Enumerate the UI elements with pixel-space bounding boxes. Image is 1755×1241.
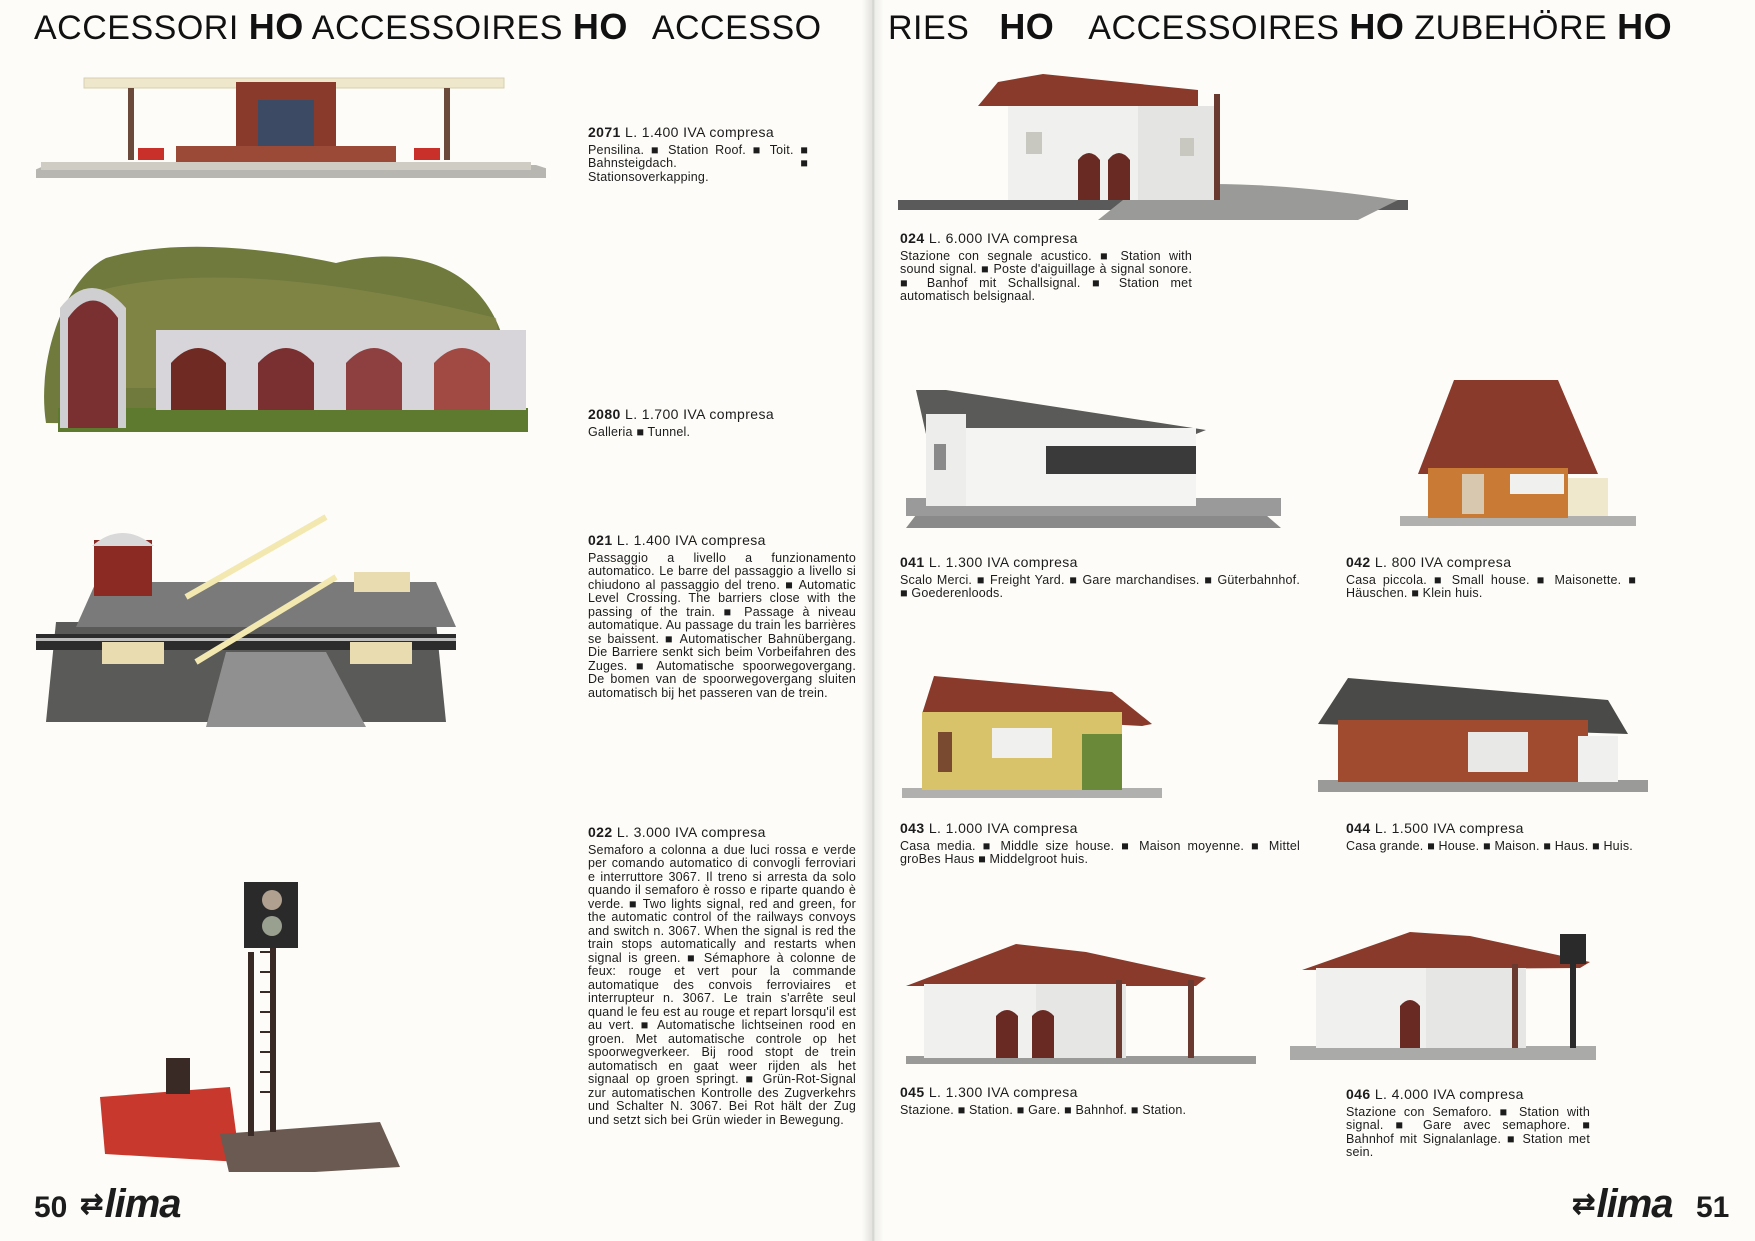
product-description: Casa media. ■ Middle size house. ■ Maison moyenne. ■ Mittel groBes Haus ■ Middelgroot huis. bbox=[900, 838, 1300, 866]
product-description: Semaforo a colonna a due luci rossa e verde per comando automatico di convogli ferroviari e interruttore 3067. Il treno si arresta da solo quando il semaforo è rosso e riparte quando è verde. ■ Two lights signal, red and green, for the automatic control of the railways convoys and switch n. 3067. When the signal is red the train stops automatically and restarts when signal is green. ■ Sémaphore à colonne de feux: rouge et vert pour la commande automatique des convois ferroviaires et interrupteur n. 3067. Le train s'arrête seul quand le feu est au rouge et repart lorsqu'il est au vert. ■ Automatische lichtseinen rood en groen. Met automatische controle op het spoorwegverkeer. Bij rood stopt de trein automatisch en gaat weer rijden als het signaal op groen springt. ■ Grün-Rot-Signal zur automatischen Kontrolle des Zugverkehrs und Schalter N. 3067. Bei Rot hält der Zug und setzt sich bei Grün wieder in Bewegung. bbox=[588, 842, 856, 1127]
product-price: L. 1.300 IVA compresa bbox=[928, 554, 1078, 570]
large-house-image bbox=[1318, 676, 1648, 796]
product-description: Scalo Merci. ■ Freight Yard. ■ Gare marchandises. ■ Güterbahnhof. ■ Goederenloods. bbox=[900, 572, 1300, 600]
page-left bbox=[0, 0, 872, 1241]
header-word: ZUBEHÖRE bbox=[1414, 9, 1608, 47]
product-price: L. 1.500 IVA compresa bbox=[1374, 820, 1524, 836]
product-description: Casa grande. ■ House. ■ Maison. ■ Haus. ■ Huis. bbox=[1346, 838, 1633, 853]
product-price: L. 800 IVA compresa bbox=[1374, 554, 1512, 570]
product-code: 022 bbox=[588, 824, 613, 840]
product-code: 041 bbox=[900, 554, 925, 570]
product-price: L. 1.300 IVA compresa bbox=[928, 1084, 1078, 1100]
book-gutter bbox=[862, 0, 884, 1241]
product-description: Stazione con segnale acustico. ■ Station with sound signal. ■ Poste d'aiguillage à signal sonore. ■ Banhof mit Schallsignal. ■ Station met automatisch belsignaal. bbox=[900, 248, 1192, 303]
header-ho: HO bbox=[572, 6, 628, 47]
header-ho: HO bbox=[1349, 6, 1405, 47]
station-image bbox=[906, 944, 1256, 1064]
page-right bbox=[872, 0, 1755, 1241]
product-price: L. 4.000 IVA compresa bbox=[1374, 1086, 1524, 1102]
header-word: ACCESSORI bbox=[34, 9, 239, 47]
lima-arrow-icon: ⇄ bbox=[1572, 1188, 1595, 1219]
product-code: 045 bbox=[900, 1084, 925, 1100]
tunnel-image bbox=[36, 238, 536, 443]
product-045 bbox=[900, 1086, 1192, 1117]
station-roof-image bbox=[36, 70, 546, 180]
lima-arrow-icon: ⇄ bbox=[80, 1188, 103, 1219]
product-code: 2080 bbox=[588, 406, 621, 422]
station-signal-image bbox=[1290, 930, 1596, 1066]
signal-image bbox=[100, 872, 400, 1172]
product-price: L. 6.000 IVA compresa bbox=[928, 230, 1078, 246]
product-price: L. 1.400 IVA compresa bbox=[625, 124, 775, 140]
page-number-right: 51 bbox=[1696, 1191, 1730, 1224]
product-code: 044 bbox=[1346, 820, 1371, 836]
product-description: Galleria ■ Tunnel. bbox=[588, 424, 691, 439]
product-price: L. 1.000 IVA compresa bbox=[928, 820, 1078, 836]
product-043 bbox=[900, 822, 1300, 867]
lima-logo-left bbox=[80, 1182, 181, 1227]
product-041 bbox=[900, 556, 1300, 601]
product-price: L. 1.400 IVA compresa bbox=[616, 532, 766, 548]
product-code: 043 bbox=[900, 820, 925, 836]
freight-yard-image bbox=[906, 390, 1286, 530]
product-2080 bbox=[588, 408, 828, 439]
product-024 bbox=[900, 232, 1192, 304]
header-word: ACCESSOIRES bbox=[311, 9, 563, 47]
product-description: Stazione. ■ Station. ■ Gare. ■ Bahnhof. ■ Station. bbox=[900, 1102, 1187, 1117]
header-word: ACCESSO bbox=[651, 9, 822, 47]
page-number-left: 50 bbox=[34, 1191, 68, 1224]
header-word: RIES bbox=[888, 9, 970, 47]
product-044 bbox=[1346, 822, 1636, 853]
header-ho: HO bbox=[999, 6, 1055, 47]
product-price: L. 3.000 IVA compresa bbox=[616, 824, 766, 840]
product-code: 042 bbox=[1346, 554, 1371, 570]
product-021 bbox=[588, 534, 856, 700]
product-price: L. 1.700 IVA compresa bbox=[625, 406, 775, 422]
lima-logo-right bbox=[1572, 1182, 1673, 1227]
header-right bbox=[888, 6, 1672, 48]
logo-text: lima bbox=[104, 1182, 181, 1226]
product-description: Casa piccola. ■ Small house. ■ Maisonette. ■ Häuschen. ■ Klein huis. bbox=[1346, 572, 1636, 600]
product-code: 2071 bbox=[588, 124, 621, 140]
product-code: 024 bbox=[900, 230, 925, 246]
middle-house-image bbox=[902, 674, 1182, 804]
product-description: Stazione con Semaforo. ■ Station with signal. ■ Gare avec semaphore. ■ Bahnhof mit Signalanlage. ■ Station met sein. bbox=[1346, 1104, 1590, 1159]
product-042 bbox=[1346, 556, 1636, 601]
product-046 bbox=[1346, 1088, 1590, 1160]
product-description: Passaggio a livello a funzionamento automatico. Le barre del passaggio a livello si chiudono al passaggio del treno. ■ Automatic Level Crossing. The barriers close with the passing of the train. ■ Passage à niveau automatique. Au passage du train les barrières se baissent. ■ Automatischer Bahnübergang. Die Barriere senkt sich beim Vorbeifahren des Zuges. ■ Automatische spoorwegovergang. De bomen van de spoorwegovergang sluiten automatisch bij het passeren van de trein. bbox=[588, 550, 856, 700]
header-ho: HO bbox=[1617, 6, 1673, 47]
product-022 bbox=[588, 826, 856, 1127]
small-house-image bbox=[1398, 374, 1638, 534]
header-ho: HO bbox=[248, 6, 304, 47]
station-sound-image bbox=[898, 72, 1408, 222]
product-code: 046 bbox=[1346, 1086, 1371, 1102]
product-2071 bbox=[588, 126, 808, 184]
product-description: Pensilina. ■ Station Roof. ■ Toit. ■ Bahnsteigdach. ■ Stationsoverkapping. bbox=[588, 142, 808, 184]
level-crossing-image bbox=[36, 512, 466, 732]
header-left bbox=[34, 6, 822, 48]
logo-text: lima bbox=[1596, 1182, 1673, 1226]
header-word: ACCESSOIRES bbox=[1088, 9, 1340, 47]
product-code: 021 bbox=[588, 532, 613, 548]
